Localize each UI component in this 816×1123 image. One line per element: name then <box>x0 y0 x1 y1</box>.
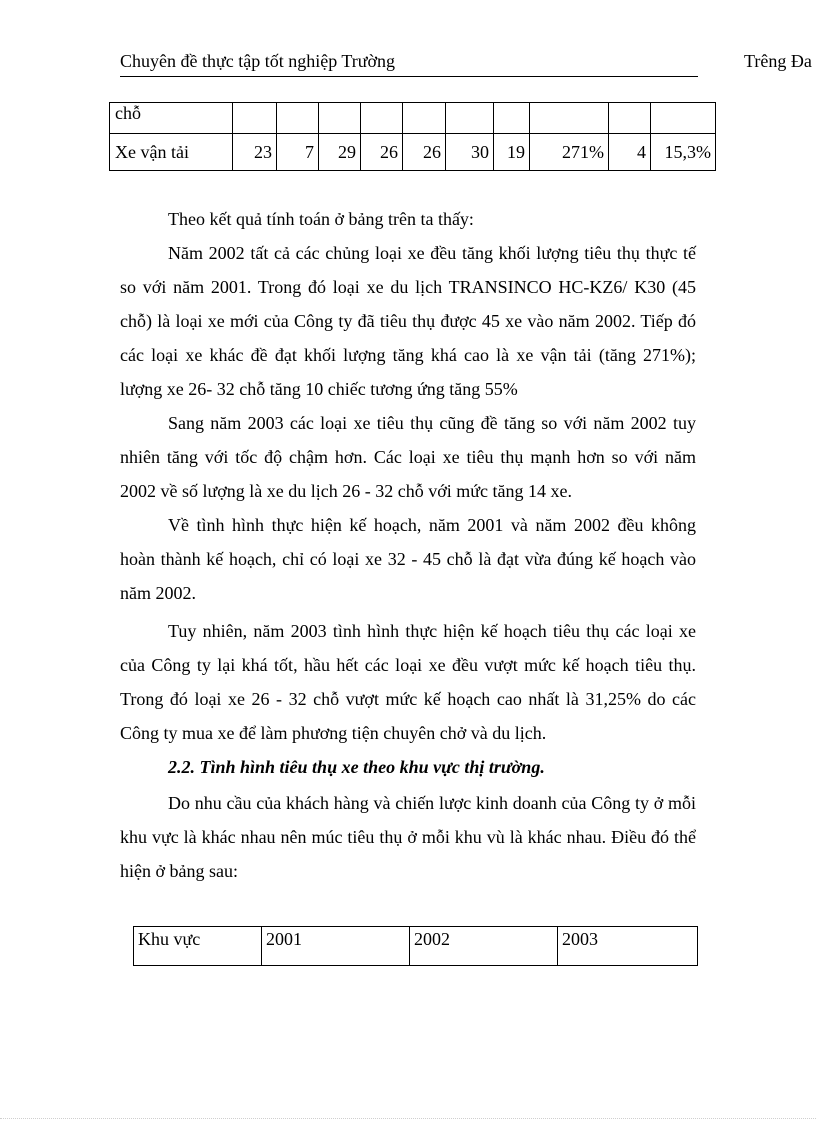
table-cell: 29 <box>319 134 361 171</box>
table-cell: 26 <box>403 134 446 171</box>
table-cell <box>446 103 494 134</box>
table-cell <box>494 103 530 134</box>
table-cell: 26 <box>361 134 403 171</box>
table-cell: 23 <box>233 134 277 171</box>
paragraph-region: Do nhu cầu của khách hàng và chiến lược kinh doanh của Công ty ở mỗi khu vực là khác nhau nên múc tiêu thụ ở mỗi khu vù là khác nhau. Điều đó thể hiện ở bảng sau: <box>120 793 696 881</box>
header-divider <box>120 76 698 77</box>
table-header-row <box>134 927 698 966</box>
table-cell <box>403 103 446 134</box>
table-cell: 271% <box>530 134 609 171</box>
table-cell: 7 <box>277 134 319 171</box>
table-cell: 19 <box>494 134 530 171</box>
paragraph-2002: Năm 2002 tất cả các chủng loại xe đều tăng khối lượng tiêu thụ thực tế so với năm 2001. Trong đó loại xe du lịch TRANSINCO HC-KZ6/ K30 (45 chỗ) là loại xe mới của Công ty đã tiêu thụ được 45 xe vào năm 2002. Tiếp đó các loại xe khác đề đạt khối lượng tăng khá cao là xe vận tải (tăng 271%); lượng xe 26- 32 chỗ tăng 10 chiếc tương ứng tăng 55% <box>120 243 696 399</box>
paragraph-2003-plan: Tuy nhiên, năm 2003 tình hình thực hiện kế hoạch tiêu thụ các loại xe của Công ty lại khá tốt, hầu hết các loại xe đều vượt mức kế hoạch tiêu thụ. Trong đó loại xe 26 - 32 chỗ vượt mức kế hoạch cao nhất là 31,25% do các Công ty mua xe để làm phương tiện chuyên chở và du lịch. <box>120 621 696 743</box>
table-cell <box>361 103 403 134</box>
section-heading: 2.2. Tình hình tiêu thụ xe theo khu vực thị trường. <box>168 757 545 777</box>
page-header-title: Chuyên đề thực tập tốt nghiệp Trường <box>120 51 396 71</box>
table-cell <box>530 103 609 134</box>
table-row <box>110 134 716 171</box>
table-cell <box>319 103 361 134</box>
paragraph-2003: Sang năm 2003 các loại xe tiêu thụ cũng đề tăng so với năm 2002 tuy nhiên tăng với tốc độ chậm hơn. Các loại xe tiêu thụ mạnh hơn so với năm 2002 về số lượng là xe du lịch 26 - 32 chỗ với mức tăng 14 xe. <box>120 413 696 501</box>
table-cell <box>609 103 651 134</box>
paragraph-intro: Theo kết quả tính toán ở bảng trên ta thấy: <box>168 209 474 229</box>
region-sales-table <box>133 926 698 966</box>
table-cell <box>277 103 319 134</box>
table-cell <box>233 103 277 134</box>
page-bottom-edge <box>0 1118 816 1119</box>
table-cell: 30 <box>446 134 494 171</box>
table-cell <box>651 103 716 134</box>
table-header-cell: 2001 <box>262 927 410 966</box>
table-header-cell: Khu vực <box>134 927 262 966</box>
table-row <box>110 103 716 134</box>
vehicle-sales-table-continued <box>109 102 716 171</box>
table-cell: 4 <box>609 134 651 171</box>
paragraph-plan: Về tình hình thực hiện kế hoạch, năm 2001 và năm 2002 đều không hoàn thành kế hoạch, chỉ có loại xe 32 - 45 chỗ là đạt vừa đúng kế hoạch vào năm 2002. <box>120 515 696 603</box>
table-header-cell: 2003 <box>558 927 698 966</box>
table-cell: chỗ <box>110 103 233 134</box>
table-header-cell: 2002 <box>410 927 558 966</box>
page-header-school: Trêng Đa <box>744 51 812 71</box>
table-cell: Xe vận tải <box>110 134 233 171</box>
table-cell: 15,3% <box>651 134 716 171</box>
